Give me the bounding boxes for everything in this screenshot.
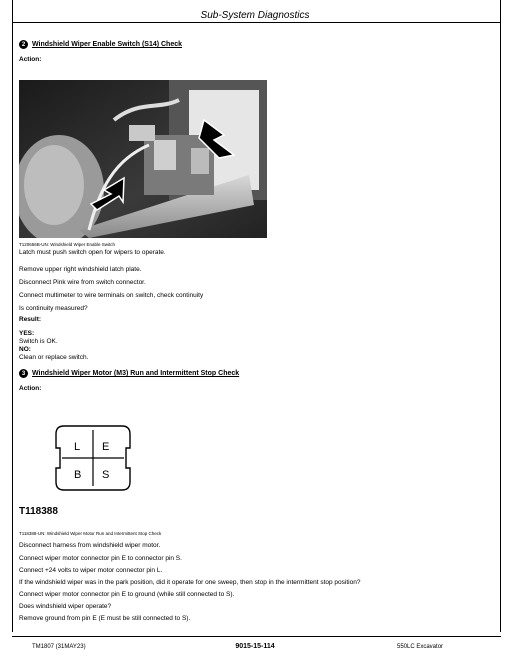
photo-caption: T120656B-UN: Windshield Wiper Enable Switch bbox=[19, 242, 116, 247]
step-3-instruction: Connect wiper motor connector pin E to ground (while still connected to S). bbox=[19, 591, 235, 598]
step-2-instruction: Remove upper right windshield latch plate. bbox=[19, 266, 142, 273]
footer-divider bbox=[12, 636, 501, 637]
header-divider bbox=[12, 22, 501, 23]
connector-pin-e: E bbox=[102, 441, 110, 453]
step-3-instruction: Disconnect harness from windshield wiper motor. bbox=[19, 542, 161, 549]
step-3-heading bbox=[19, 369, 239, 378]
step-2-instruction: Connect multimeter to wire terminals on switch, check continuity bbox=[19, 292, 204, 299]
step-3-action-label: Action: bbox=[19, 385, 42, 392]
step-2-no-text: Clean or replace switch. bbox=[19, 354, 89, 361]
step-3-question: Does windshield wiper operate? bbox=[19, 603, 112, 610]
connector-pin-b: B bbox=[74, 469, 82, 481]
page-header-title: Sub-System Diagnostics bbox=[200, 10, 310, 21]
step-3-instruction: Connect +24 volts to wiper motor connector pin L. bbox=[19, 567, 163, 574]
wiper-enable-switch-photo bbox=[19, 80, 267, 238]
footer-page-number: 9015-15-114 bbox=[235, 643, 275, 650]
step-2-question: Is continuity measured? bbox=[19, 305, 88, 312]
step-2-number-badge: 2 bbox=[19, 40, 28, 49]
step-2-no-label: NO: bbox=[19, 346, 31, 353]
step-2-note: Latch must push switch open for wipers to operate. bbox=[19, 249, 166, 256]
step-2-title: Windshield Wiper Enable Switch (S14) Check bbox=[32, 41, 183, 48]
step-3-instruction: Remove ground from pin E (E must be still connected to S). bbox=[19, 615, 191, 622]
step-2-yes-text: Switch is OK. bbox=[19, 338, 58, 345]
switch-photo-illustration bbox=[19, 80, 267, 238]
diagram-caption: T118388-UN: Windshield Wiper Motor Run and Intermittent Stop Check bbox=[19, 531, 162, 536]
wiper-motor-connector-diagram bbox=[54, 424, 132, 492]
step-2-instruction: Disconnect Pink wire from switch connector. bbox=[19, 279, 146, 286]
step-3-instruction: Connect wiper motor connector pin E to connector pin S. bbox=[19, 555, 182, 562]
step-2-yes-label: YES: bbox=[19, 330, 35, 337]
connector-pin-s: S bbox=[102, 469, 110, 481]
step-3-question: If the windshield wiper was in the park position, did it operate for one sweep, then stop in the intermittent stop position? bbox=[19, 579, 361, 586]
step-3-title: Windshield Wiper Motor (M3) Run and Intermittent Stop Check bbox=[32, 370, 240, 377]
step-2-action-label: Action: bbox=[19, 56, 42, 63]
step-2-heading bbox=[19, 40, 182, 49]
footer-doc-id: TM1807 (31MAY23) bbox=[32, 644, 86, 650]
diagram-label: T118388 bbox=[19, 506, 58, 517]
step-3-number-badge: 3 bbox=[19, 369, 28, 378]
footer-model: 550LC Excavator bbox=[397, 644, 444, 650]
step-2-result-label: Result: bbox=[19, 316, 42, 323]
connector-pin-l: L bbox=[74, 441, 81, 453]
